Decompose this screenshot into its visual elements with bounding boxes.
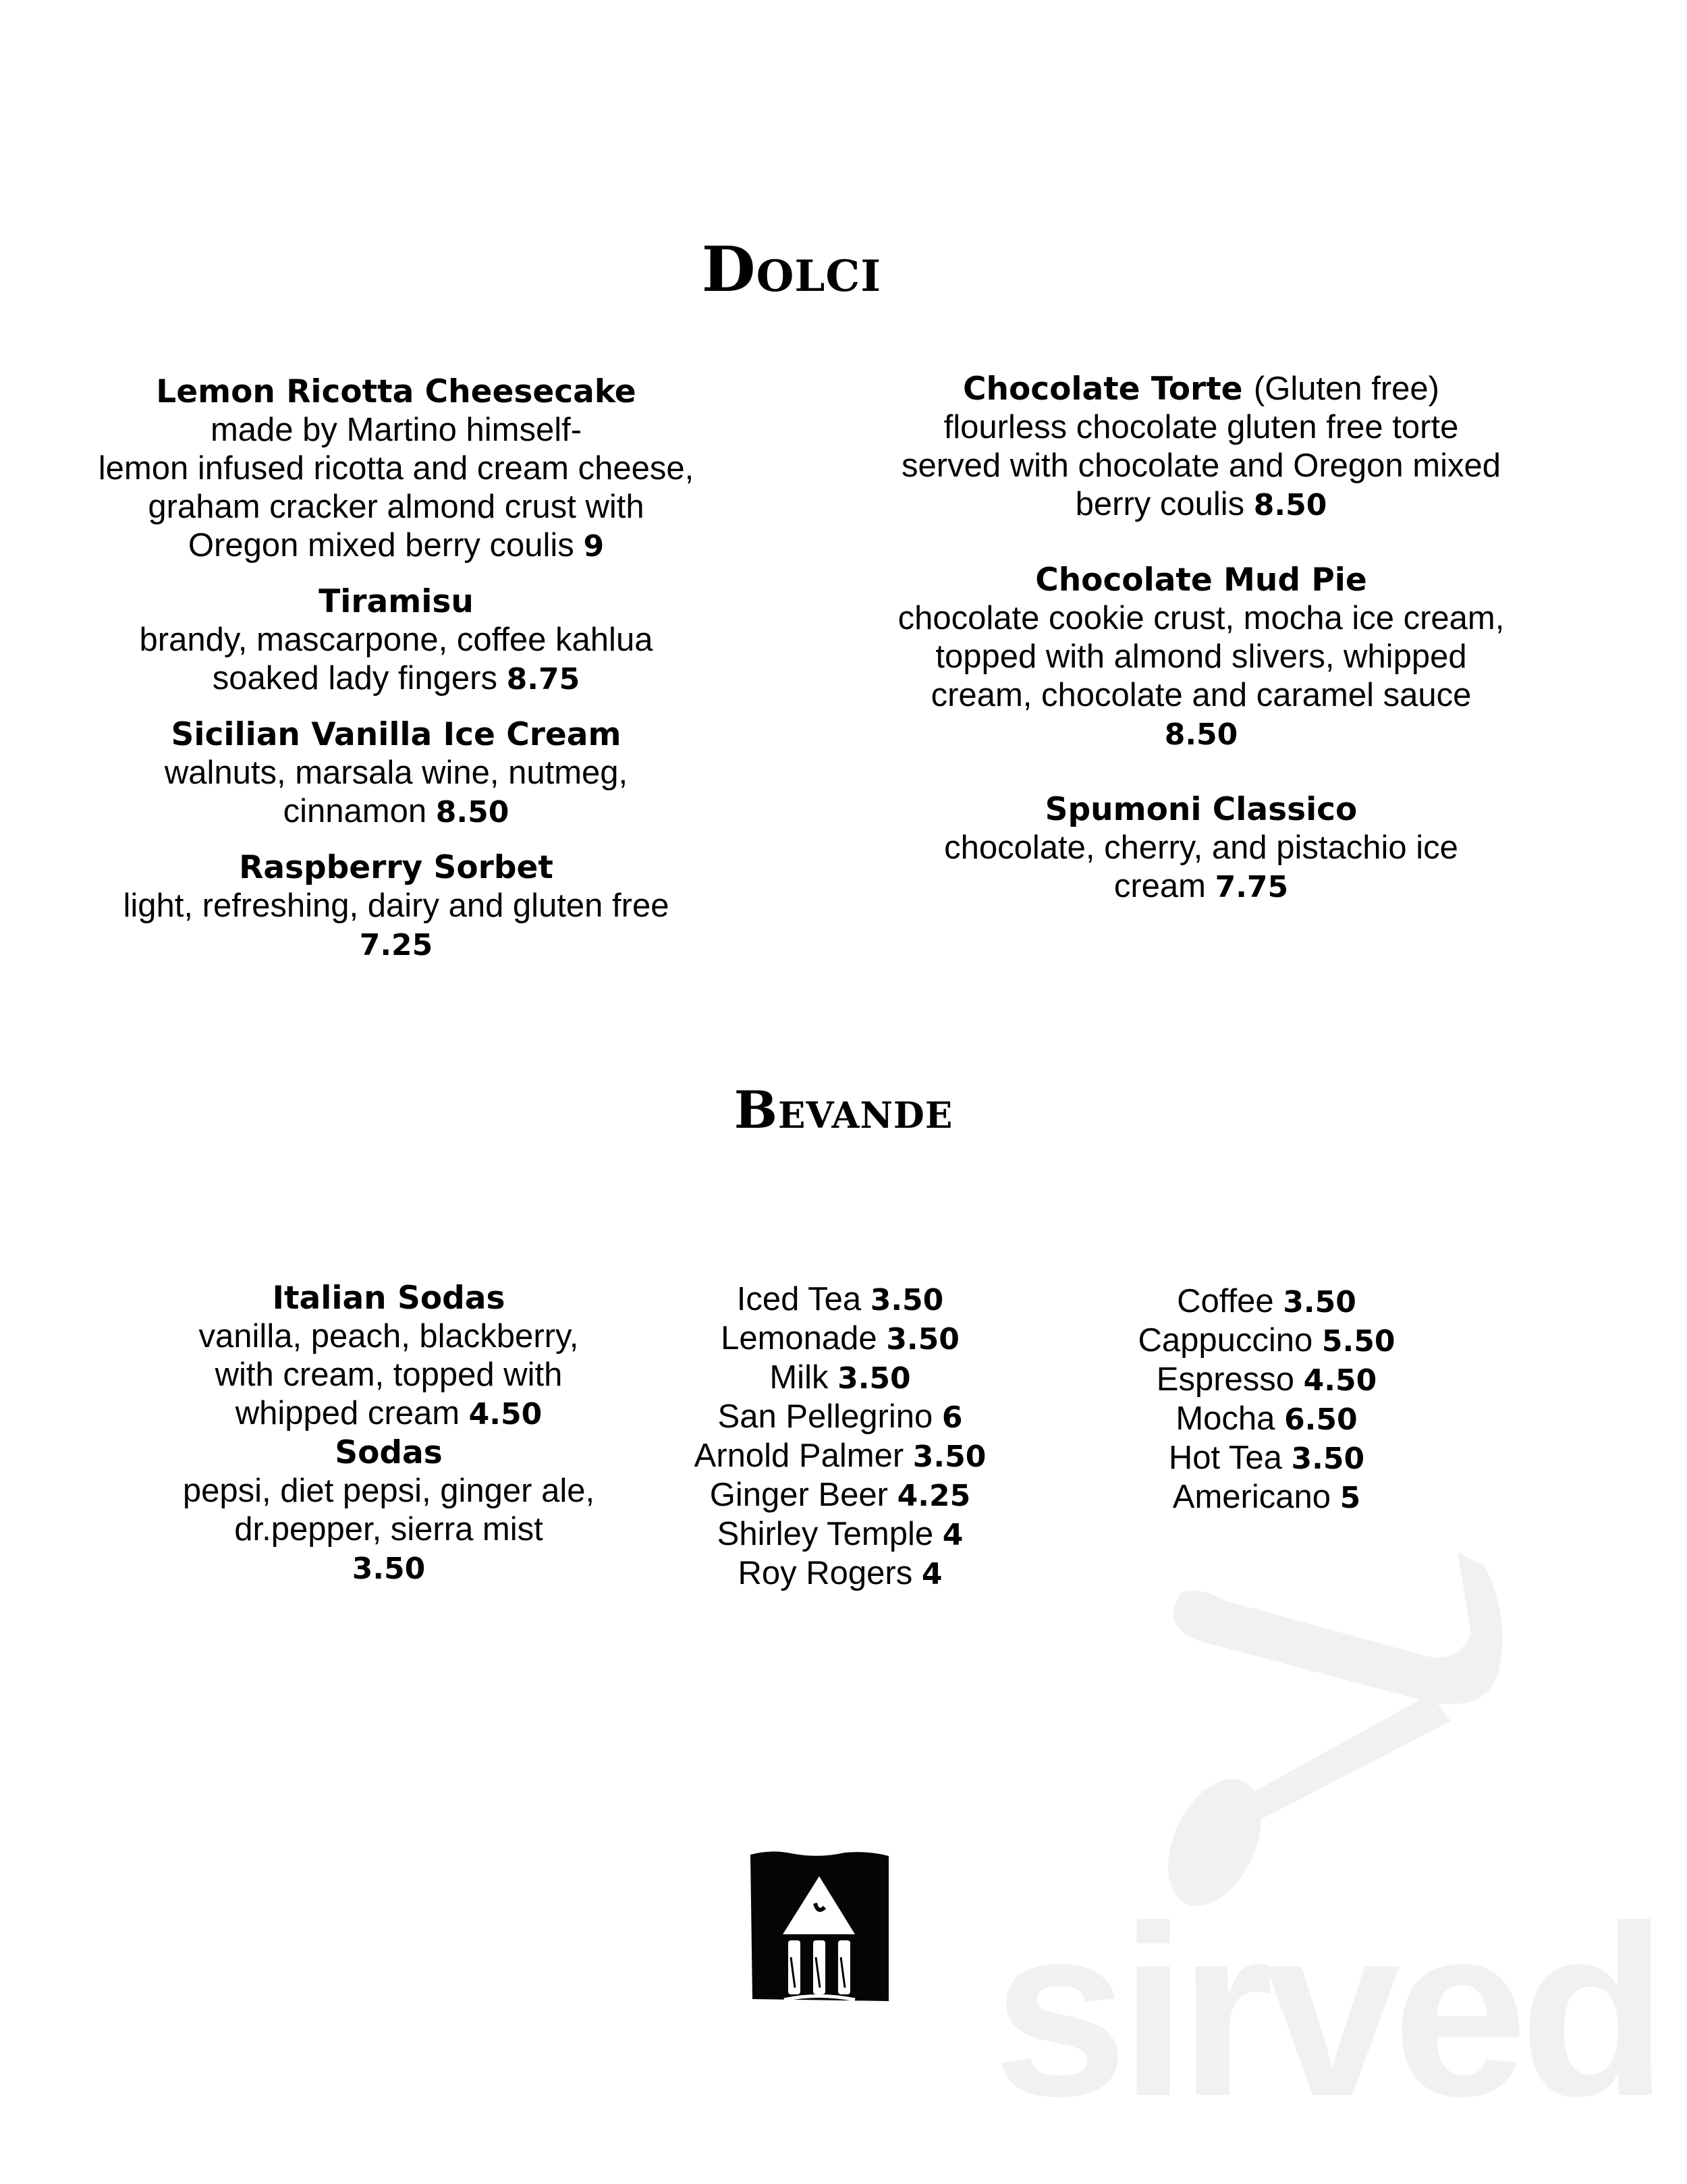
item-description-line — [1138, 1400, 1395, 1439]
item-description-text: Roy Rogers — [738, 1555, 913, 1591]
menu-item — [694, 1437, 987, 1476]
item-description-line — [183, 1317, 594, 1356]
item-description-text: chocolate, cherry, and pistachio ice — [944, 829, 1458, 866]
item-price: 7.25 — [359, 928, 433, 962]
item-description-text: Ginger Beer — [709, 1477, 888, 1513]
item-description-text: vanilla, peach, blackberry, — [198, 1318, 579, 1355]
item-name — [99, 582, 694, 621]
item-price: 8.75 — [506, 662, 580, 697]
item-price: 3.50 — [912, 1440, 987, 1474]
menu-item — [898, 370, 1505, 524]
item-name — [183, 1279, 594, 1317]
item-description-text: walnuts, marsala wine, nutmeg, — [164, 755, 628, 791]
item-name-text: Chocolate Torte — [962, 371, 1243, 408]
item-name — [99, 848, 694, 887]
item-description-text: berry coulis — [1075, 486, 1245, 522]
bevande-column-1 — [183, 1279, 594, 1588]
item-description-line — [99, 526, 694, 566]
temple-logo-icon — [750, 1849, 889, 2001]
item-description-line — [99, 488, 694, 526]
item-description-line — [898, 676, 1505, 715]
dolci-right-column — [898, 370, 1505, 943]
item-price-line — [99, 925, 694, 964]
item-description-line — [694, 1437, 987, 1476]
menu-item — [1138, 1321, 1395, 1361]
item-description-text: light, refreshing, dairy and gluten free — [123, 888, 669, 924]
item-description-text: with cream, topped with — [215, 1357, 563, 1393]
item-description-text: flourless chocolate gluten free torte — [943, 409, 1459, 445]
menu-item — [694, 1319, 987, 1359]
item-description-line — [99, 887, 694, 925]
item-description-text: brandy, mascarpone, coffee kahlua — [139, 622, 653, 658]
menu-item — [694, 1554, 987, 1593]
item-description-text: Shirley Temple — [717, 1516, 934, 1552]
item-description-text: served with chocolate and Oregon mixed — [902, 447, 1501, 484]
menu-item — [99, 715, 694, 831]
item-description-text: made by Martino himself- — [210, 412, 582, 448]
item-description-line — [99, 754, 694, 792]
item-description-line — [898, 447, 1505, 485]
item-name — [898, 561, 1505, 599]
item-price: 9 — [583, 529, 605, 564]
item-price: 4 — [942, 1518, 964, 1552]
item-description-line — [694, 1476, 987, 1515]
item-description-line — [694, 1319, 987, 1359]
item-description-text: chocolate cookie crust, mocha ice cream, — [897, 600, 1505, 636]
item-description-line — [183, 1510, 594, 1549]
item-description-text: cream, chocolate and caramel sauce — [931, 677, 1472, 713]
item-description-text: Oregon mixed berry coulis — [188, 527, 574, 564]
item-description-line — [99, 411, 694, 449]
item-description-line — [99, 621, 694, 659]
item-price: 8.50 — [1253, 488, 1327, 522]
item-name-text: Lemon Ricotta Cheesecake — [156, 373, 636, 410]
item-description-line — [694, 1280, 987, 1319]
menu-item — [694, 1476, 987, 1515]
item-price: 8.50 — [435, 795, 509, 829]
item-name-text: Chocolate Mud Pie — [1035, 562, 1367, 599]
item-name-text: Raspberry Sorbet — [239, 849, 553, 886]
menu-item — [183, 1279, 594, 1434]
item-note: (Gluten free) — [1253, 371, 1439, 407]
item-price: 3.50 — [352, 1552, 426, 1586]
item-description-line — [1138, 1478, 1395, 1517]
item-name — [99, 373, 694, 411]
item-price: 3.50 — [1283, 1285, 1356, 1319]
item-description-line — [898, 599, 1505, 638]
item-description-line — [898, 829, 1505, 867]
item-name-text: Spumoni Classico — [1045, 791, 1358, 828]
item-description-text: Milk — [769, 1359, 829, 1396]
item-description-text: San Pellegrino — [717, 1398, 933, 1435]
item-description-text: lemon infused ricotta and cream cheese, — [98, 450, 694, 487]
item-description-line — [1138, 1439, 1395, 1478]
fork-spoon-icon — [1134, 1539, 1518, 1910]
dolci-left-column — [99, 373, 694, 981]
item-description-text: pepsi, diet pepsi, ginger ale, — [182, 1473, 595, 1509]
item-price: 3.50 — [837, 1361, 911, 1396]
dolci-title: Dolci — [701, 233, 882, 306]
menu-item — [99, 582, 694, 699]
item-description-text: Lemonade — [721, 1320, 877, 1357]
item-price: 4 — [921, 1557, 943, 1591]
item-name-text: Italian Sodas — [272, 1280, 505, 1317]
item-price: 8.50 — [1164, 717, 1238, 752]
menu-item — [1138, 1478, 1395, 1517]
item-description-text: Espresso — [1156, 1361, 1295, 1398]
item-description-line — [694, 1515, 987, 1554]
item-price-line — [898, 715, 1505, 754]
menu-item — [1138, 1439, 1395, 1478]
menu-item — [1138, 1282, 1395, 1321]
item-name — [898, 370, 1505, 408]
menu-item — [898, 561, 1505, 754]
item-description-line — [694, 1554, 987, 1593]
menu-item — [99, 848, 694, 964]
item-description-text: Hot Tea — [1168, 1440, 1282, 1476]
menu-item — [694, 1280, 987, 1319]
item-price: 4.50 — [1303, 1363, 1377, 1398]
item-description-line — [183, 1394, 594, 1434]
menu-item — [694, 1359, 987, 1398]
item-description-text: Coffee — [1177, 1283, 1274, 1319]
item-description-line — [1138, 1282, 1395, 1321]
item-price: 3.50 — [870, 1283, 944, 1317]
menu-item — [99, 373, 694, 566]
item-description-text: Mocha — [1176, 1400, 1275, 1437]
item-description-text: cinnamon — [283, 793, 427, 829]
menu-item — [898, 790, 1505, 906]
item-description-text: cream — [1113, 868, 1206, 904]
item-price: 3.50 — [1291, 1442, 1365, 1476]
item-name — [898, 790, 1505, 829]
item-description-text: Iced Tea — [736, 1281, 862, 1317]
item-price: 5 — [1339, 1481, 1361, 1515]
item-description-line — [898, 485, 1505, 524]
item-description-line — [1138, 1361, 1395, 1400]
item-description-text: topped with almond slivers, whipped — [935, 638, 1467, 675]
bevande-column-2 — [694, 1280, 987, 1593]
item-price: 6 — [941, 1400, 963, 1435]
item-description-text: Cappuccino — [1138, 1322, 1313, 1359]
item-name-text: Tiramisu — [319, 583, 474, 620]
item-description-line — [183, 1356, 594, 1394]
item-price-line — [183, 1549, 594, 1588]
item-description-line — [99, 659, 694, 699]
item-name-text: Sicilian Vanilla Ice Cream — [171, 716, 621, 753]
item-description-line — [694, 1398, 987, 1437]
item-description-text: Americano — [1172, 1479, 1331, 1515]
menu-item — [694, 1515, 987, 1554]
item-price: 4.50 — [468, 1397, 543, 1431]
item-description-line — [694, 1359, 987, 1398]
item-description-text: soaked lady fingers — [212, 660, 498, 697]
item-description-line — [99, 792, 694, 831]
item-description-line — [1138, 1321, 1395, 1361]
item-name-text: Sodas — [335, 1434, 443, 1471]
menu-item — [1138, 1361, 1395, 1400]
item-description-line — [898, 638, 1505, 676]
item-description-line — [183, 1472, 594, 1510]
item-description-line — [99, 449, 694, 488]
item-price: 5.50 — [1321, 1324, 1395, 1359]
item-name — [183, 1434, 594, 1472]
bevande-title: Bevande — [734, 1080, 953, 1140]
item-price: 6.50 — [1284, 1402, 1358, 1437]
item-description-text: dr.pepper, sierra mist — [234, 1511, 543, 1548]
item-description-text: whipped cream — [235, 1395, 460, 1431]
sirved-watermark: sirved — [993, 1876, 1660, 2147]
item-name — [99, 715, 694, 754]
menu-item — [1138, 1400, 1395, 1439]
item-description-text: Arnold Palmer — [694, 1438, 904, 1474]
item-price: 4.25 — [897, 1479, 971, 1513]
item-price: 7.75 — [1215, 870, 1289, 904]
bevande-column-3 — [1138, 1282, 1395, 1517]
item-description-text: graham cracker almond crust with — [148, 489, 644, 525]
menu-item — [694, 1398, 987, 1437]
item-description-line — [898, 867, 1505, 906]
item-description-line — [898, 408, 1505, 447]
item-price: 3.50 — [886, 1322, 960, 1357]
menu-item — [183, 1434, 594, 1588]
